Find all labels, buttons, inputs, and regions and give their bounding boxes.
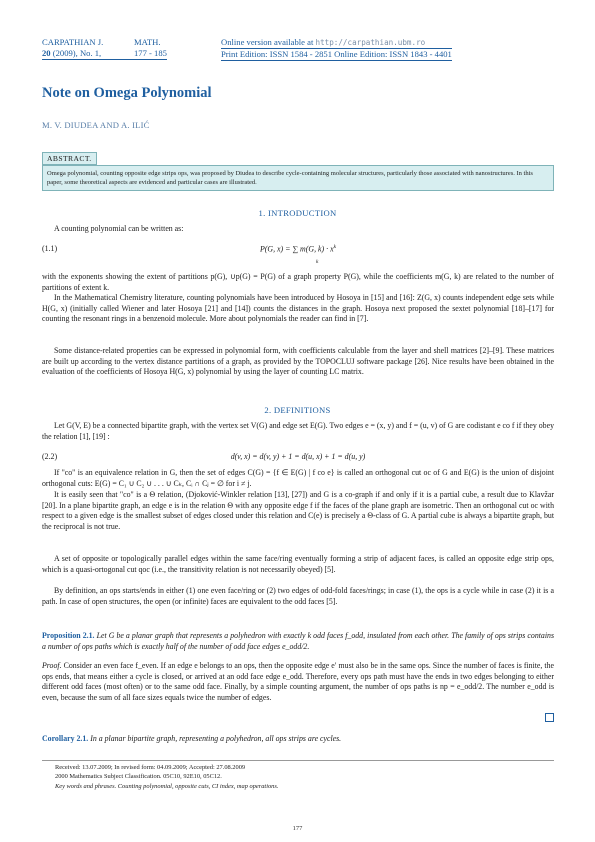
keywords-label: Key words and phrases. <box>55 782 117 790</box>
proposition-text: Let G be a planar graph that represents a polyhedron with exactly k odd faces f_odd, insulated from each other. The family of ops strips contains a number of ops paths which is exactly half of the number of odd face edges e_odd/2. <box>42 631 555 651</box>
intro-lead: A counting polynomial can be written as: <box>54 224 184 233</box>
defs-paragraph-4: A set of opposite or topologically parallel edges within the same face/ring eventually forming a strip of adjacent faces, is called an opposite edge strip ops, which is a quasi-ortogonal cut qoc (i.e., the transitivity relation is not necessarily obeyed) [5]. <box>42 554 554 574</box>
intro-paragraph-2: In the Mathematical Chemistry literature, counting polynomials have been introduced by Hosoya in [15] and [16]: Z(G, x) counts independent edge sets while H(G, x) (initially called Wiener and later Hosoya [21] and [14]) counts the distances in the graph. Hosoya next proposed the sextet polynomial [18]–[17] for counting the resonant rings in a benzenoid molecule. More about polynomials the reader can find in [7]. <box>42 293 554 324</box>
footnote-keywords <box>55 782 278 791</box>
paper-authors: M. V. DIUDEA AND A. ILIĆ <box>42 120 150 130</box>
equation-expression: P(G, x) = ∑ m(G, k) · x <box>259 244 334 254</box>
footnote-dates: Received: 13.07.2009; In revised form: 04.09.2009; Accepted: 27.08.2009 <box>55 764 246 771</box>
abstract-box <box>42 146 554 191</box>
section-definitions-heading: 2. DEFINITIONS <box>264 405 331 415</box>
proposition-label: Proposition 2.1. <box>42 631 95 640</box>
intro-paragraph-1: with the exponents showing the extent of partitions p(G), ∪p(G) = P(G) of a graph property P(G), while the coefficients m(G, k) are related to the number of partitions of extent k. <box>42 272 554 292</box>
print-edition: Print Edition: ISSN 1584 - 2851 Online Edition: ISSN 1843 - 4401 <box>221 49 452 59</box>
issue-info: (2009), No. 1, <box>52 48 102 58</box>
equation-body: d(v, x) = d(v, y) + 1 = d(u, x) + 1 = d(u, y) <box>230 452 366 461</box>
proof-block <box>42 661 554 703</box>
footnote <box>55 763 278 791</box>
abstract-text: Omega polynomial, counting opposite edge strips ops, was proposed by Diudea to describe cycle-containing molecular structures, particularly those associated with nanostructures. In this paper, some theoretical aspects are evidenced and particular cases are illustrated. <box>42 165 554 191</box>
equation-2-2 <box>42 452 554 464</box>
equation-exponent: k <box>333 244 337 250</box>
equation-1-1 <box>42 244 554 265</box>
page-number: 177 <box>292 825 303 832</box>
footnote-classification: 2000 Mathematics Subject Classification. 05C10, 92E10, 05C12. <box>55 773 222 781</box>
online-prefix: Online version available at <box>221 37 316 47</box>
defs-paragraph-1: Let G(V, E) be a connected bipartite graph, with the vertex set V(G) and edge set E(G). Two edges e = (x, y) and f = (u, v) of G are codistant e co f if they obey the relation [1], [19] : <box>42 421 554 441</box>
volume-issue <box>42 48 134 60</box>
journal-name: CARPATHIAN J. <box>42 37 104 47</box>
edition-info <box>221 37 452 61</box>
defs-paragraph-3: It is easily seen that "co" is a Θ relation, (Djoković-Winkler relation [13], [27]) and G is a co-graph if and only if it is a partial cube, a result due to Klavžar [20]. In a plane bipartite graph, an edge e is in the relation Θ with any opposite edge f if the faces of the plane graph are isometric. Then an orthogonal cut oc with respect to a given edge is the smallest subset of edges closed under this relation and C(e) is precisely a Θ-class of G. A partial cube is always a bipartite graph, but the reciprocal is not true. <box>42 490 554 531</box>
sum-subscript: k <box>316 259 319 265</box>
keywords-text: Counting polynomial, opposite cuts, CI index, map operations. <box>117 782 279 790</box>
intro-paragraph-3: Some distance-related properties can be expressed in polynomial form, with coefficients calculable from the layer and shell matrices [2]–[9]. These matrices are built up according to the vertex distance partitions of a graph, as provided by the TOPOCLUJ software package [26]. Nice results have been obtained in the evaluation of the coefficients of Hosoya H(G, x) polynomial by using the layer of counting LC matrix. <box>42 346 554 377</box>
equation-number: (2.2) <box>42 452 58 461</box>
journal-subject: MATH. <box>134 37 161 47</box>
proof-text: Consider an even face f_even. If an edge e belongs to an ops, then the opposite edge e′ must also be in the same ops. Since the number of faces is finite, the ops ends, that means either a cycle is closed, or arrived at an odd face edge e_odd. Therefore, every ops path must have the ends in two edges belonging to either different odd faces (most often) or to the same odd face. Finally, by a simple counting argument, the number of ops paths is np = e_odd/2. The number e_odd is even, because the sum of all face sizes equals twice the number of edges. <box>42 661 554 702</box>
online-url-link[interactable]: http://carpathian.ubm.ro <box>315 38 426 47</box>
journal-header <box>42 37 167 60</box>
section-introduction-heading: 1. INTRODUCTION <box>258 208 337 218</box>
footnote-rule <box>42 760 554 761</box>
corollary-2-1 <box>42 734 554 745</box>
qed-square-icon <box>545 713 554 722</box>
proof-label: Proof. <box>42 661 62 670</box>
online-version <box>221 37 452 49</box>
equation-body <box>42 244 554 254</box>
abstract-label: ABSTRACT. <box>42 152 97 165</box>
volume-number: 20 <box>42 48 51 58</box>
proposition-2-1 <box>42 631 554 652</box>
defs-paragraph-5: By definition, an ops starts/ends in either (1) one even face/ring or (2) two edges of odd-fold faces/rings; in case (1), the ops is a cycle while in case (2) it is a path. In case of open structures, the open (or infinite) faces are equivalent to the odd faces [5]. <box>42 586 554 606</box>
page-range: 177 - 185 <box>134 48 167 58</box>
equation-number: (1.1) <box>42 244 58 253</box>
corollary-label: Corollary 2.1. <box>42 734 89 743</box>
corollary-text: In a planar bipartite graph, representing a polyhedron, all ops strips are cycles. <box>90 734 342 743</box>
defs-paragraph-2: If "co" is an equivalence relation in G, then the set of edges C(G) = {f ∈ E(G) | f co e} is called an orthogonal cut oc of G and E(G) is the union of disjoint orthogonal cuts: E(G) = C₁ ∪ C₂ ∪ . . . ∪ Cₖ, Cᵢ ∩ Cⱼ = ∅ for i ≠ j. <box>42 468 554 488</box>
paper-title: Note on Omega Polynomial <box>42 85 212 101</box>
